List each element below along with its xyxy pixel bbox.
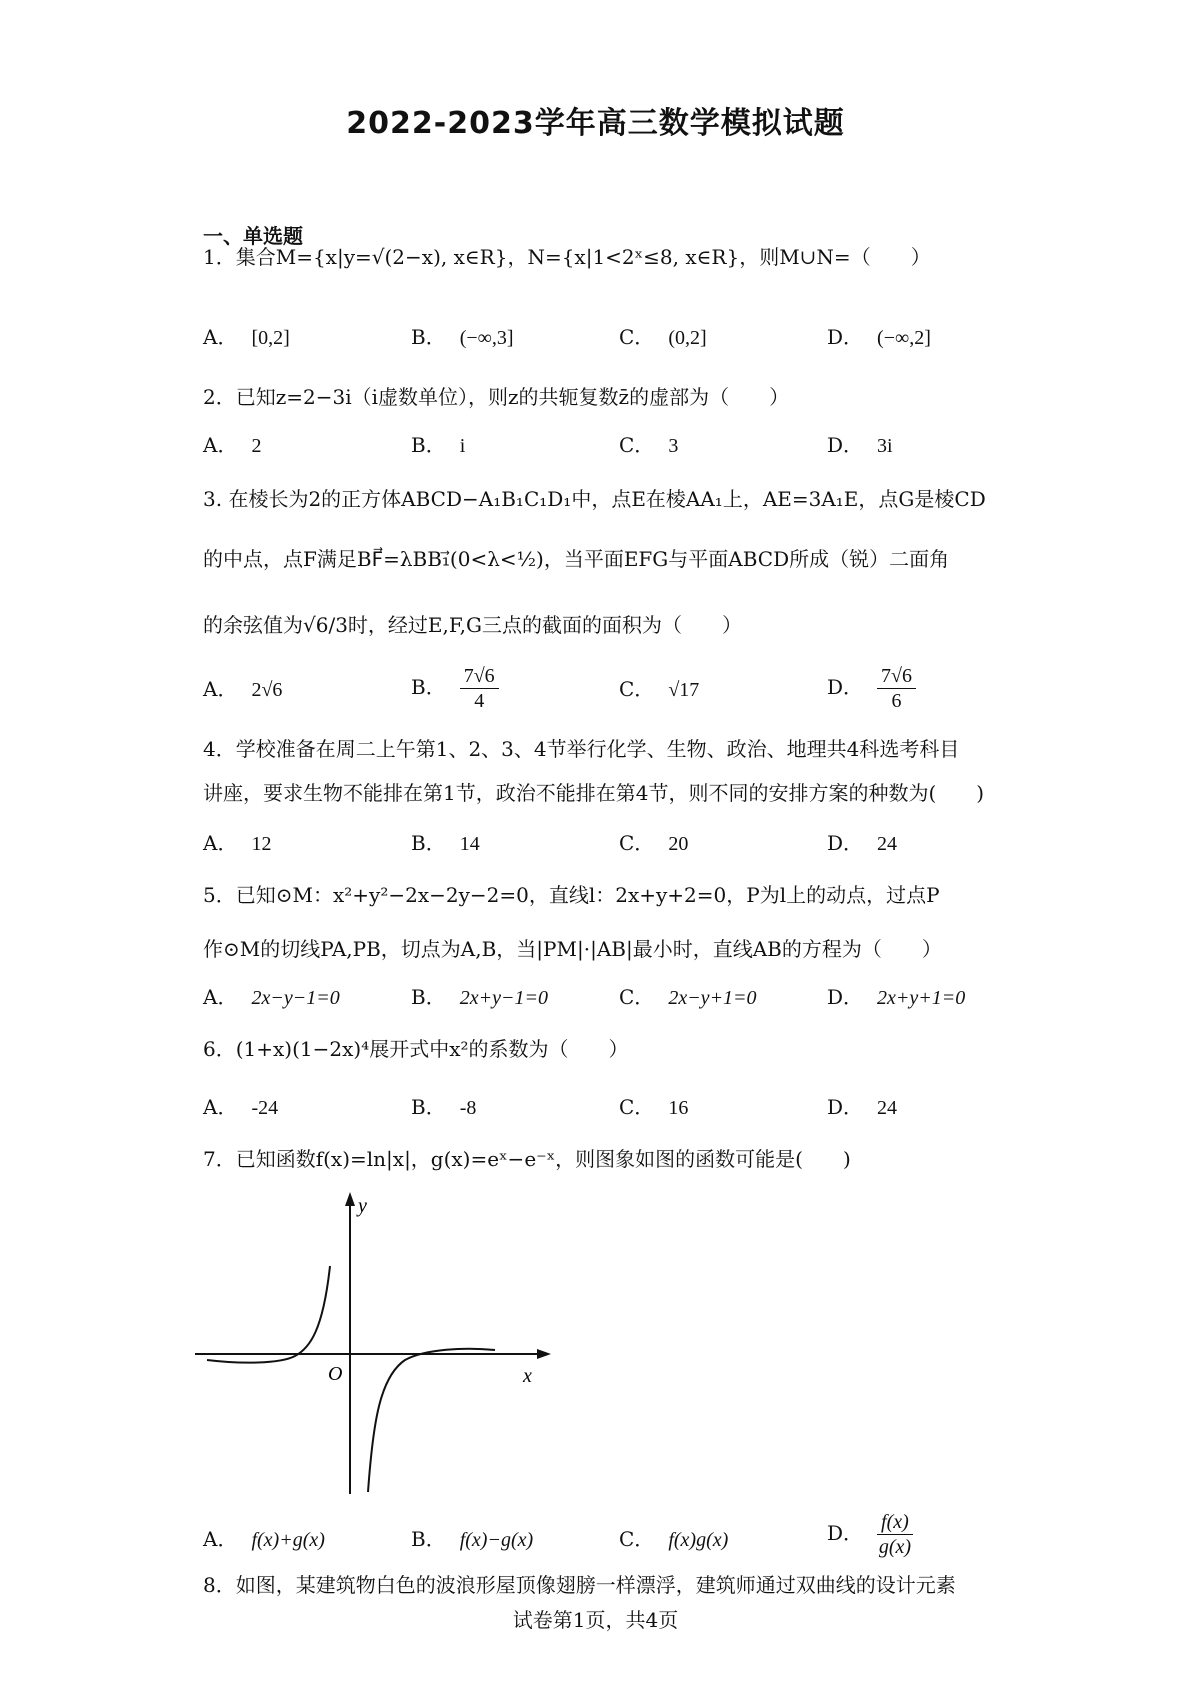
option-b: B． i [411,433,466,457]
option-a: A． 2x−y−1=0 [203,985,340,1009]
option-b: B． (−∞,3] [411,325,514,349]
section-heading: 一、单选题 [203,224,303,248]
option-a: A． f(x)+g(x) [203,1527,325,1551]
question-3-options [203,665,1043,724]
x-axis-label: x [523,1365,532,1387]
option-a: A． 12 [203,831,272,855]
option-d: D． 3i [827,433,893,457]
option-b: B． 2x+y−1=0 [411,985,548,1009]
curve-right-branch [368,1349,495,1492]
fraction: $\frac{f(x)}{g(x)}$ [878,1511,912,1558]
option-a: A． [0,2] [203,325,290,349]
option-d: D． 2x+y+1=0 [827,985,966,1009]
question-6-options [203,1090,1043,1124]
option-a: A． 2√6 [203,677,283,701]
fraction: $\frac{7√6}{6}$ [877,664,916,713]
question-7-stem: 7．已知函数f(x)=ln|x|，g(x)=eˣ−e⁻ˣ，则图象如图的函数可能是( ) [203,1147,851,1171]
question-8-line-1: 8．如图，某建筑物白色的波浪形屋顶像翅膀一样漂浮，建筑师通过双曲线的设计元素 [203,1573,956,1597]
question-4-line-1: 4．学校准备在周二上午第1、2、3、4节举行化学、生物、政治、地理共4科选考科目 [203,737,960,761]
question-3-line-3: 的余弦值为√6/3时，经过E,F,G三点的截面的面积为（ ） [203,613,742,637]
option-b: B． $\frac{7√6}{4}$ [411,664,499,713]
option-c: C． f(x)g(x) [619,1527,729,1551]
y-axis-arrow [345,1192,355,1206]
function-graph [195,1192,555,1502]
x-axis-arrow [537,1349,551,1359]
option-b: B． -8 [411,1095,477,1119]
option-d: D． 24 [827,831,898,855]
question-3-line-2: 的中点，点F满足BF⃗=λBB₁⃗(0<λ<½)，当平面EFG与平面ABCD所成（锐）二面角 [203,547,950,571]
option-a: A． -24 [203,1095,279,1119]
question-5-line-2: 作⊙M的切线PA,PB，切点为A,B，当|PM|·|AB|最小时，直线AB的方程为（ ） [203,937,942,961]
option-c: C． 20 [619,831,689,855]
option-c: C． 3 [619,433,679,457]
option-a: A． 2 [203,433,262,457]
question-1-options [203,320,1043,354]
question-5-line-1: 5．已知⊙M：x²+y²−2x−2y−2=0，直线l：2x+y+2=0，P为l上的动点，过点P [203,883,940,907]
option-d: D． 24 [827,1095,898,1119]
question-4-line-2: 讲座，要求生物不能排在第1节，政治不能排在第4节，则不同的安排方案的种数为( ) [203,781,985,805]
page-footer: 试卷第1页，共4页 [512,1608,679,1632]
option-c: C． 16 [619,1095,689,1119]
fraction: $\frac{7√6}{4}$ [460,664,499,713]
option-d: D． $\frac{7√6}{6}$ [827,664,916,713]
curve-left-branch [207,1266,330,1363]
option-d: D． $\frac{f(x)}{g(x)}$ [827,1511,912,1558]
option-c: C． (0,2] [619,325,707,349]
option-d: D． (−∞,2] [827,325,931,349]
question-7-options [203,1511,1043,1574]
question-2-stem: 2．已知z=2−3i（i虚数单位），则z的共轭复数z̄的虚部为（ ） [203,385,790,409]
option-c: C． √17 [619,677,700,701]
option-c: C． 2x−y+1=0 [619,985,757,1009]
y-axis-label: y [358,1195,367,1217]
question-3-line-1: 3. 在棱长为2的正方体ABCD−A₁B₁C₁D₁中，点E在棱AA₁上，AE=3A₁E，点G是棱CD [203,487,986,511]
question-4-options [203,826,1043,860]
question-2-options [203,428,1043,462]
question-5-options [203,980,1043,1014]
question-6-stem: 6．(1+x)(1−2x)⁴展开式中x²的系数为（ ） [203,1037,629,1061]
question-1-stem: 1．集合M={x|y=√(2−x), x∈R}，N={x|1<2ˣ≤8, x∈R}，则M∪N=（ ） [203,245,931,269]
option-b: B． 14 [411,831,480,855]
origin-label: O [328,1363,343,1385]
exam-title: 2022-2023学年高三数学模拟试题 [346,106,845,141]
option-b: B． f(x)−g(x) [411,1527,534,1551]
